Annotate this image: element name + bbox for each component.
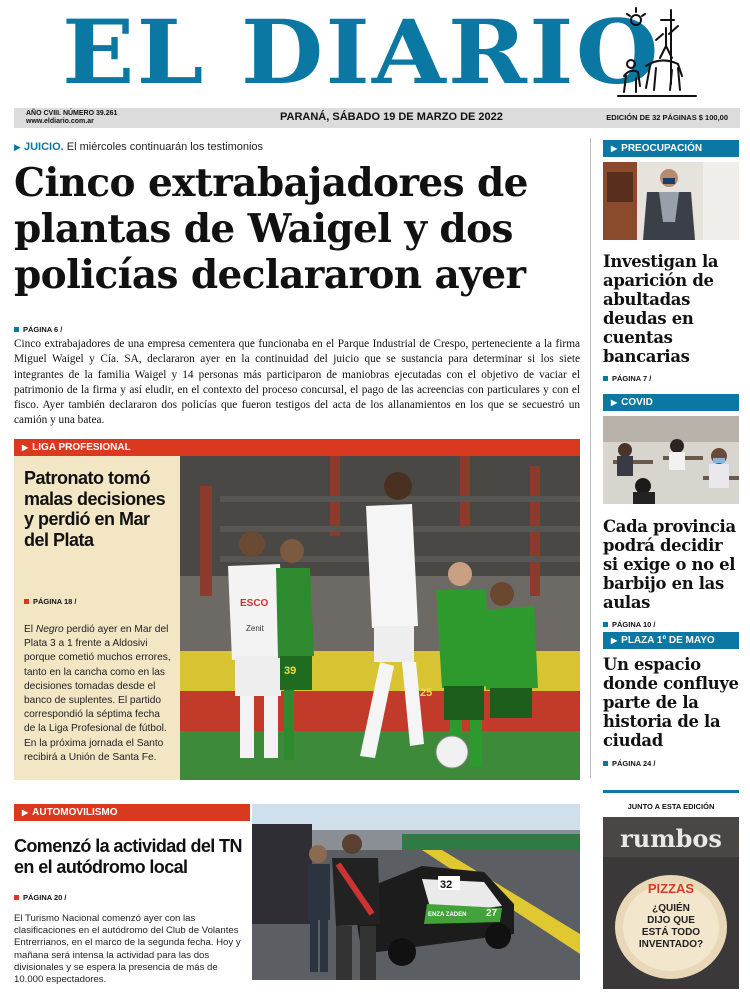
kicker-text: El miércoles continuarán los testimonios — [66, 141, 264, 153]
section-label-text: PREOCUPACIÓN — [621, 143, 703, 154]
lead-body: Cinco extrabajadores de una empresa cementera que funcionaba en el Parque Industrial de Crespo, perteneciente a la firma Miguel Waigel y Cía. SA, declararon ayer en la continuidad del juicio que se sustancia para determinar si los siete integrantes de la familia Waigel y 14 personas más participaron de maniobras ejecutadas con el objetivo de vaciar el patrimonio de la firma y así eludir, en el contexto del proceso concursal, el pago de las acreencias con particulares y con el fisco. Ayer también declararon dos policías que fueron testigos del acta de los allanamientos en los que se secuestró un camión y una batea. — [14, 338, 580, 427]
lead-kicker — [14, 141, 263, 153]
dateline: PARANÁ, SÁBADO 19 DE MARZO DE 2022 — [280, 111, 503, 123]
side-headline-1[interactable]: Investigan la aparición de abultadas deudas en cuentas bancarias — [603, 252, 719, 366]
svg-text:25: 25 — [420, 687, 433, 699]
section-label-preocupacion — [603, 140, 739, 157]
football-match-photo[interactable] — [180, 456, 580, 780]
svg-text:ESTÁ TODO: ESTÁ TODO — [641, 927, 701, 938]
svg-text:DIJO QUE: DIJO QUE — [647, 915, 695, 926]
column-divider — [590, 138, 591, 778]
bank-official-photo[interactable] — [603, 162, 739, 240]
arrow-right-icon: ▶ — [611, 398, 618, 407]
kicker-label: JUICIO. — [23, 141, 64, 153]
auto-headline[interactable]: Comenzó la actividad del TN en el autódromo local — [14, 836, 242, 877]
arrow-right-icon: ▶ — [611, 636, 618, 645]
supplement-label: JUNTO A ESTA EDICIÓN — [627, 802, 715, 811]
arrow-right-icon: ▶ — [611, 144, 618, 153]
edition-info: EDICIÓN DE 32 PÁGINAS $ 100,00 — [606, 113, 728, 122]
racing-car-photo[interactable] — [252, 804, 580, 980]
auto-body: El Turismo Nacional comenzó ayer con las clasificaciones en el autódromo del Club de Volantes Entrerrianos, en el marco de la segunda fecha. Hoy y mañana será intensa la actividad para las dos divisionales y se espera la presencia de más de 10.000 espectadores. — [14, 913, 241, 986]
section-label-text: LIGA PROFESIONAL — [32, 442, 131, 453]
section-label-auto — [14, 804, 250, 821]
section-label-sports — [14, 439, 580, 456]
sports-headline[interactable]: Patronato tomó malas decisiones y perdió en Mar del Plata — [24, 468, 166, 550]
section-label-covid — [603, 394, 739, 411]
svg-text:PIZZAS: PIZZAS — [647, 881, 695, 896]
newspaper-logo[interactable]: EL DIARIO — [62, 0, 661, 104]
side-page-ref-2[interactable]: PÁGINA 10 / — [603, 620, 655, 629]
lead-headline[interactable]: Cinco extrabajadores de plantas de Waigel y dos policías declararon ayer — [14, 160, 528, 298]
masthead — [0, 0, 750, 106]
svg-text:39: 39 — [284, 665, 297, 677]
classroom-photo[interactable] — [603, 416, 739, 504]
svg-text:32: 32 — [440, 879, 453, 891]
section-label-text: PLAZA 1º DE MAYO — [621, 635, 715, 646]
svg-text:¿QUIÉN: ¿QUIÉN — [652, 903, 690, 914]
side-page-ref-3[interactable]: PÁGINA 24 / — [603, 759, 655, 768]
sports-page-ref[interactable]: PÁGINA 18 / — [24, 597, 76, 606]
info-bar — [14, 108, 740, 128]
auto-page-ref[interactable]: PÁGINA 20 / — [14, 893, 66, 902]
rumbos-magazine-cover[interactable] — [603, 817, 739, 989]
issue-number: AÑO CVIII. NÚMERO 39.261 — [26, 110, 118, 117]
arrow-right-icon: ▶ — [22, 808, 29, 817]
sports-body: El Negro perdió ayer en Mar del Plata 3 a 1 frente a Aldosivi porque cometió muchos errores, tanto en la cancha como en las decisiones tomadas desde el banco de suplentes. El partido correspondió la séptima fecha de la Liga Profesional de fútbol. En la próxima jornada el Santo recibirá a Unión de Santa Fe. — [24, 624, 171, 763]
svg-text:ESCO: ESCO — [240, 598, 269, 609]
supplement-promo[interactable] — [603, 790, 739, 986]
svg-text:Zenit: Zenit — [246, 624, 264, 633]
svg-text:ENZA ZADEN: ENZA ZADEN — [428, 912, 467, 918]
svg-text:INVENTADO?: INVENTADO? — [638, 939, 704, 950]
arrow-right-icon: ▶ — [14, 142, 21, 152]
don-quixote-icon — [616, 6, 706, 102]
section-label-text: AUTOMOVILISMO — [32, 807, 118, 818]
section-label-text: COVID — [621, 397, 653, 408]
lead-page-ref[interactable]: PÁGINA 6 / — [14, 325, 62, 334]
svg-text:rumbos: rumbos — [620, 824, 722, 853]
section-label-plaza — [603, 632, 739, 649]
side-page-ref-1[interactable]: PÁGINA 7 / — [603, 374, 651, 383]
svg-text:27: 27 — [486, 908, 498, 919]
ball-icon — [436, 736, 468, 768]
side-headline-2[interactable]: Cada provincia podrá decidir si exige o no el barbijo en las aulas — [603, 517, 736, 612]
arrow-right-icon: ▶ — [22, 443, 29, 452]
side-headline-3[interactable]: Un espacio donde confluye parte de la historia de la ciudad — [603, 655, 739, 750]
website-link[interactable]: www.eldiario.com.ar — [26, 118, 94, 125]
